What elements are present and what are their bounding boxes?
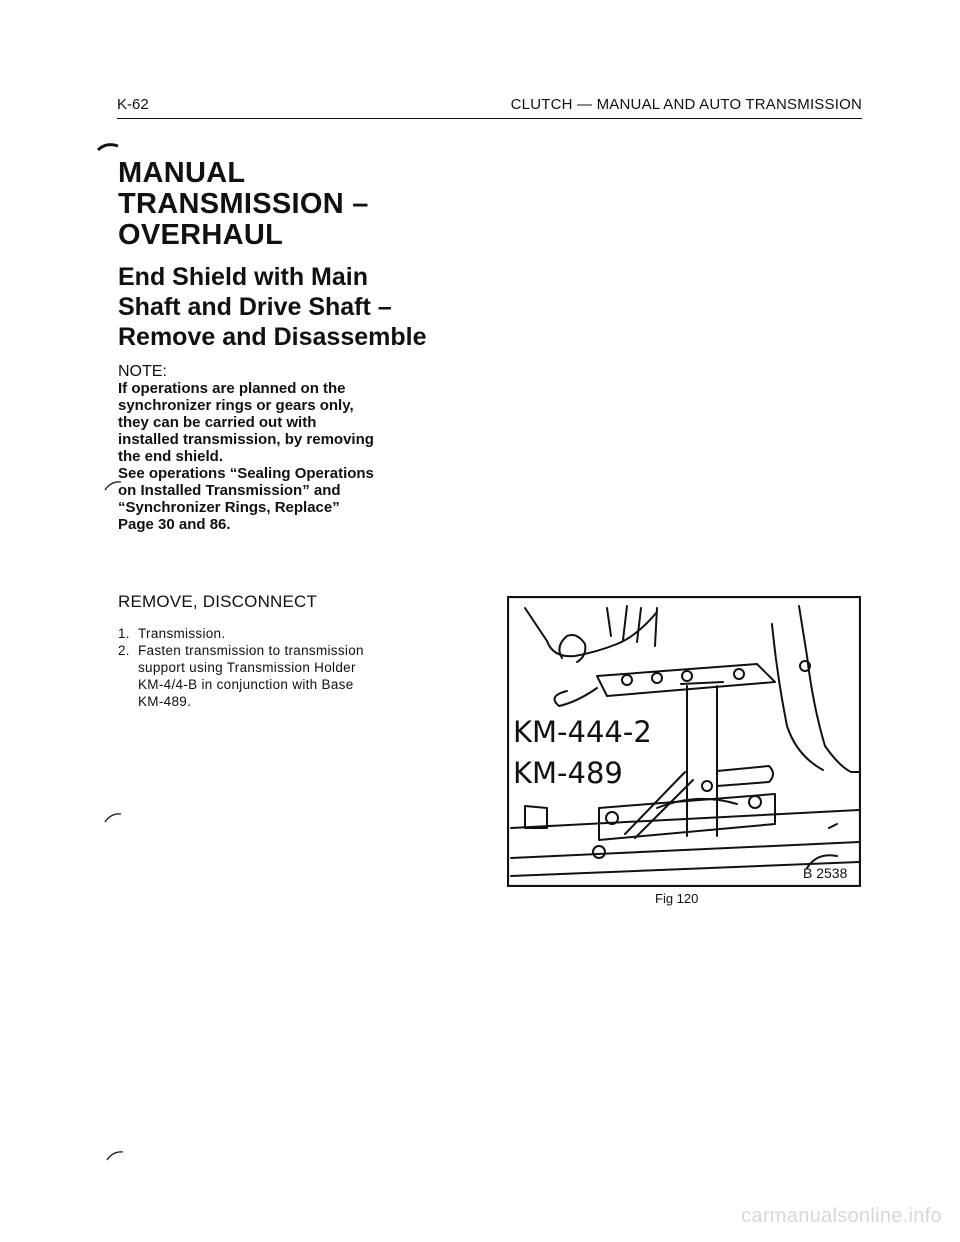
main-heading-line: TRANSMISSION – — [118, 188, 369, 220]
figure-code: B 2538 — [803, 865, 848, 881]
note-line: on Installed Transmission” and — [118, 482, 341, 499]
procedure-steps — [118, 625, 438, 710]
side-plate-inner — [772, 624, 823, 770]
running-header — [117, 96, 862, 119]
step-line: KM-489. — [138, 694, 192, 709]
watermark: carmanualsonline.info — [741, 1205, 942, 1227]
procedure-step — [118, 625, 438, 642]
step-number: 1. — [118, 626, 130, 641]
casing-ribs — [607, 606, 657, 646]
side-plate — [799, 606, 859, 772]
note-line: Page 30 and 86. — [118, 516, 231, 533]
note-line: See operations “Sealing Operations — [118, 465, 374, 482]
note-block — [118, 363, 448, 533]
step-line: Fasten transmission to transmission — [138, 643, 364, 658]
note-label: NOTE: — [118, 363, 167, 380]
sub-heading — [118, 262, 478, 352]
pillar — [687, 686, 717, 836]
note-line: they can be carried out with — [118, 414, 317, 431]
step-line: Transmission. — [138, 626, 226, 641]
holder-hook — [555, 688, 598, 706]
margin-mark-icon — [105, 1148, 127, 1162]
step-number: 2. — [118, 643, 130, 658]
procedure-step — [118, 642, 438, 710]
floor-block — [525, 806, 547, 828]
note-line: “Synchronizer Rings, Replace” — [118, 499, 340, 516]
main-heading — [118, 158, 478, 251]
sub-heading-line: Remove and Disassemble — [118, 323, 427, 351]
figure-caption: Fig 120 — [655, 891, 699, 906]
procedure-heading: REMOVE, DISCONNECT — [118, 592, 318, 611]
margin-mark-icon — [96, 140, 126, 154]
main-heading-line: MANUAL — [118, 157, 246, 189]
sub-heading-line: Shaft and Drive Shaft – — [118, 293, 392, 321]
main-heading-line: OVERHAUL — [118, 219, 284, 251]
locking-pin — [717, 766, 773, 786]
note-line: If operations are planned on the — [118, 380, 346, 397]
page-number: K-62 — [117, 96, 149, 113]
tool-label-km-444-2: KM-444-2 — [513, 715, 652, 749]
note-line: synchronizer rings or gears only, — [118, 397, 354, 414]
step-line: KM-4/4-B in conjunction with Base — [138, 677, 354, 692]
note-line: the end shield. — [118, 448, 224, 465]
margin-mark-icon — [103, 810, 125, 824]
section-title: CLUTCH — MANUAL AND AUTO TRANSMISSION — [510, 96, 862, 113]
figure-illustration — [507, 596, 861, 887]
casing-boss — [559, 635, 585, 662]
step-line: support using Transmission Holder — [138, 660, 356, 675]
note-line: installed transmission, by removing — [118, 431, 374, 448]
tool-label-km-489: KM-489 — [513, 756, 623, 790]
sub-heading-line: End Shield with Main — [118, 263, 368, 291]
